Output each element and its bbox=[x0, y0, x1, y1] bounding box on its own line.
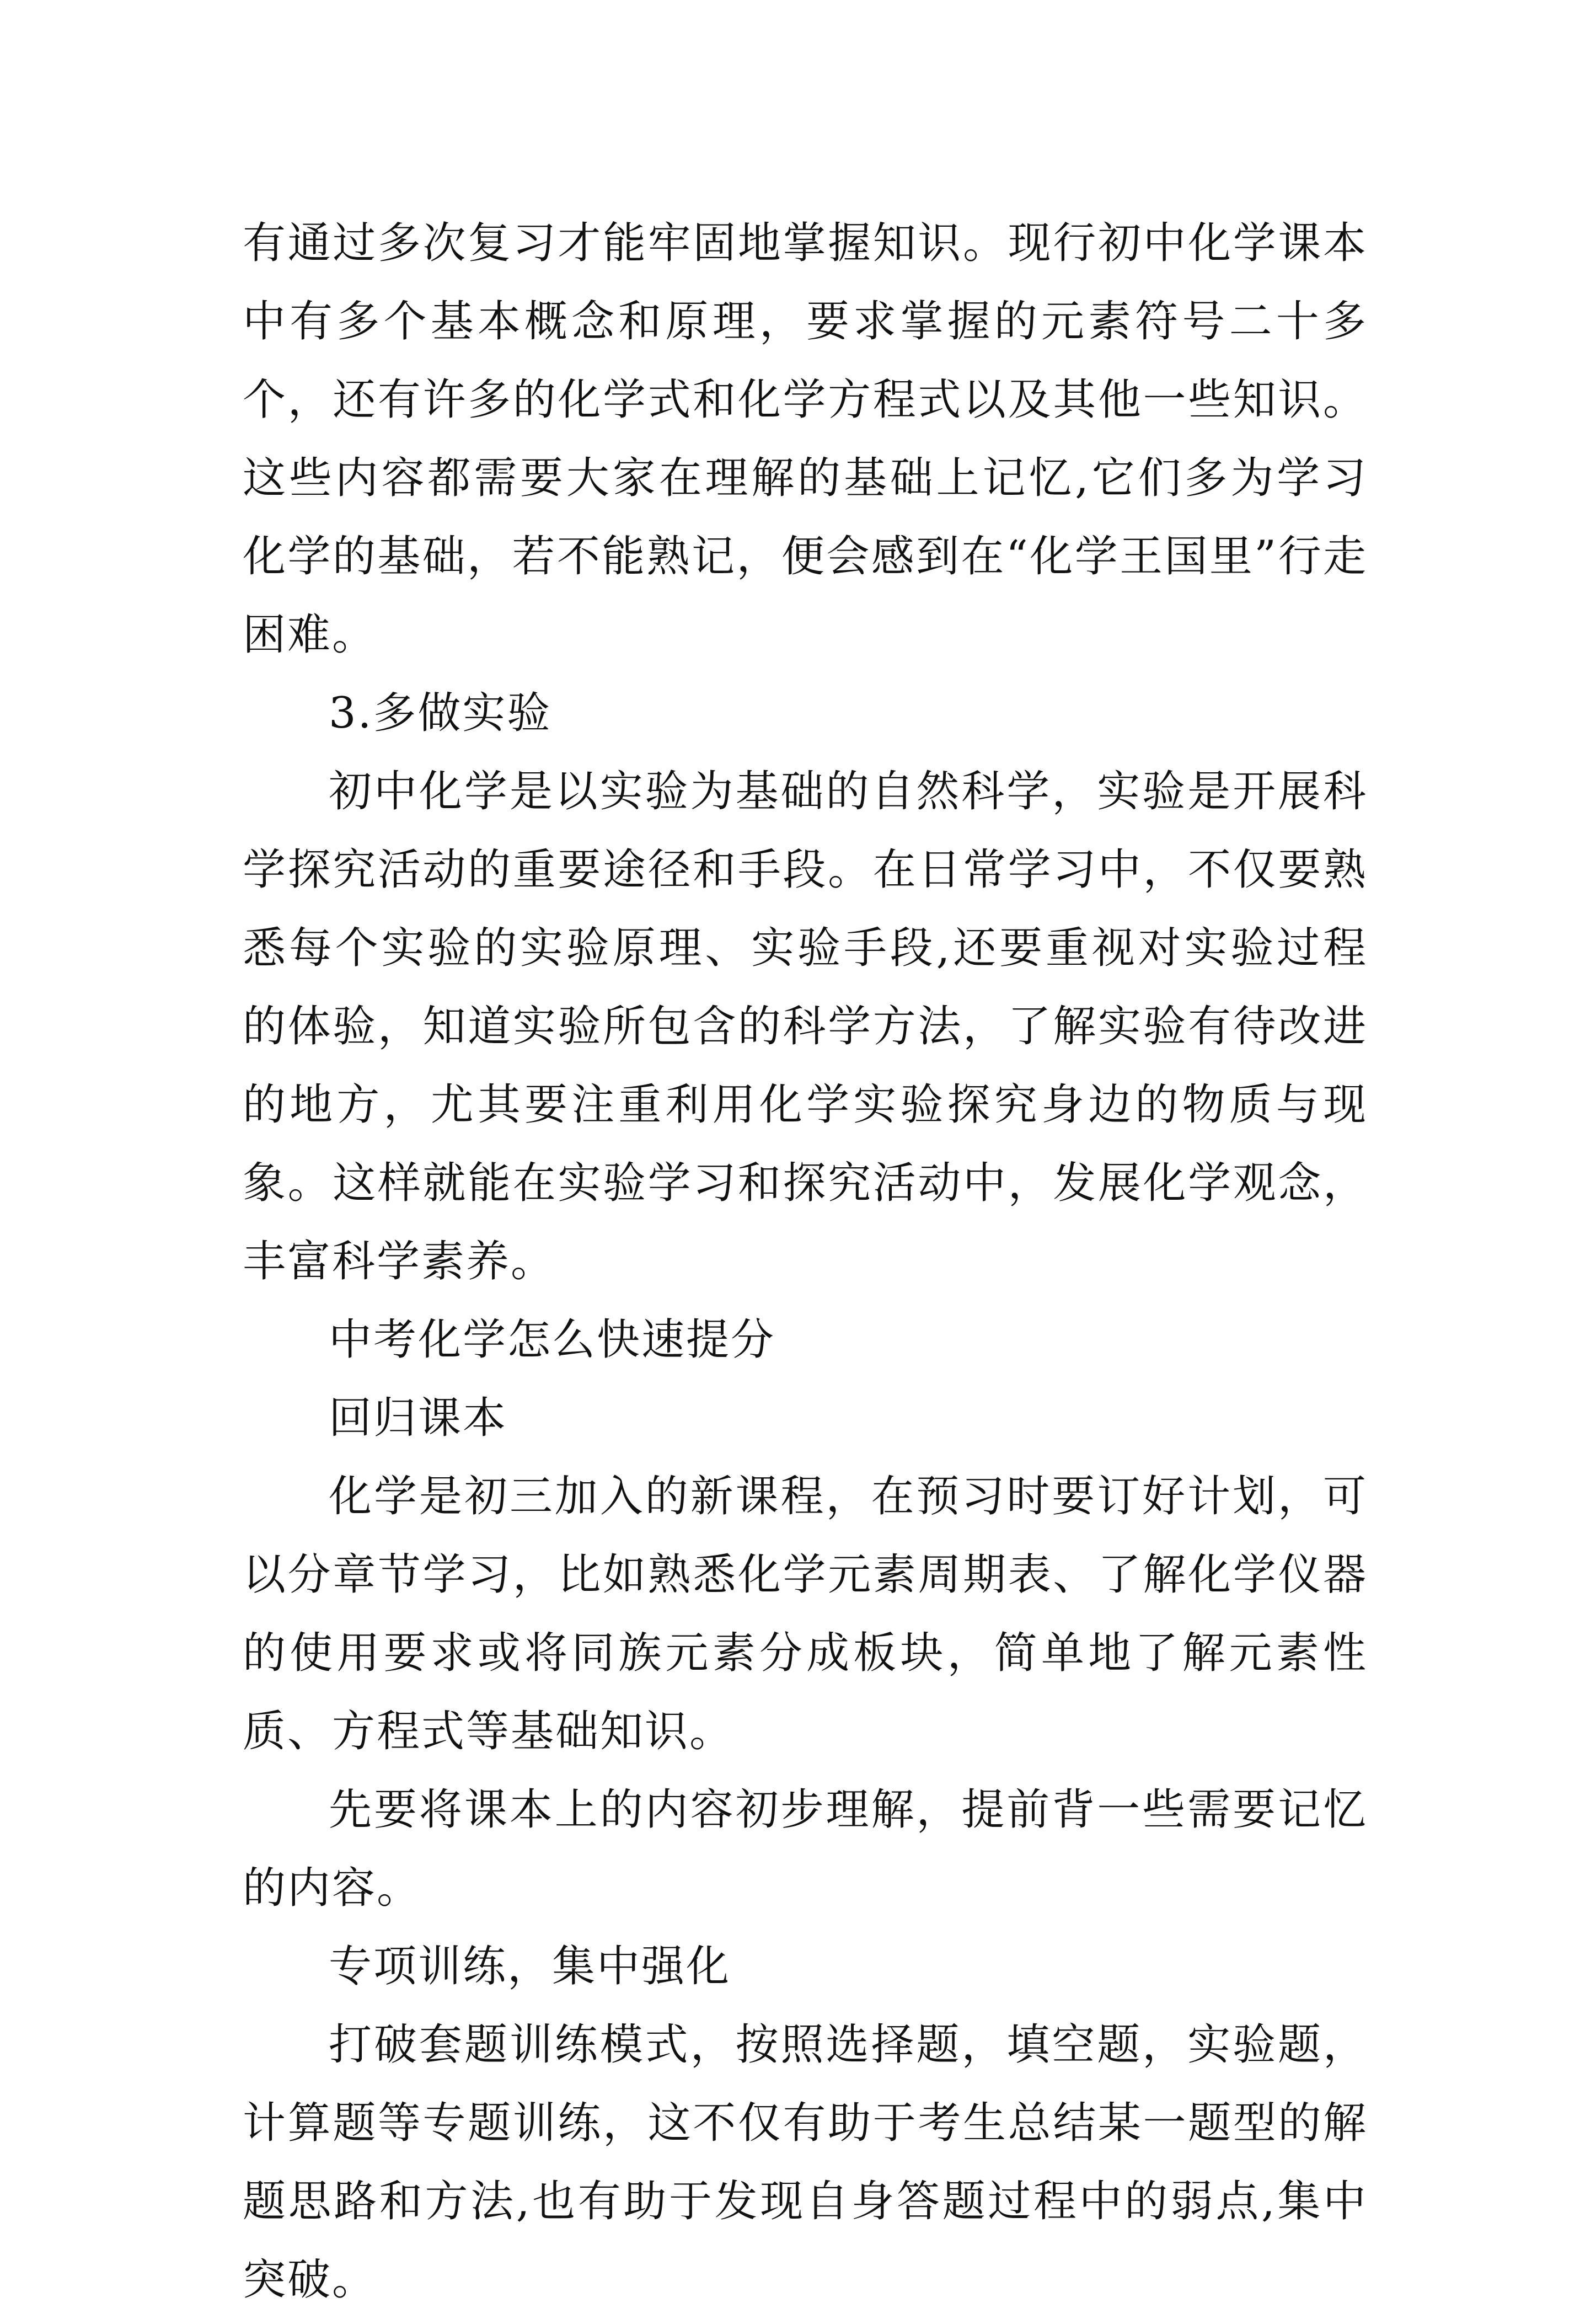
paragraph-experiments: 初中化学是以实验为基础的自然科学，实验是开展科学探究活动的重要途径和手段。在日常学习中，不仅要熟悉每个实验的实验原理、实验手段,还要重视对实验过程的体验，知道实验所包含的科学方法，了解实验有待改进的地方，尤其要注重利用化学实验探究身边的物质与现象。这样就能在实验学习和探究活动中，发展化学观念，丰富科学素养。 bbox=[243, 767, 1368, 1286]
document-body bbox=[243, 204, 1368, 2319]
paragraph-continuation: 有通过多次复习才能牢固地掌握知识。现行初中化学课本中有多个基本概念和原理，要求掌握的元素符号二十多个，还有许多的化学式和化学方程式以及其他一些知识。这些内容都需要大家在理解的基础上记忆,它们多为学习化学的基础，若不能熟记，便会感到在“化学王国里”行走困难。 bbox=[243, 218, 1368, 660]
paragraph-special-training: 打破套题训练模式，按照选择题，填空题，实验题，计算题等专题训练，这不仅有助于考生总结某一题型的解题思路和方法,也有助于发现自身答题过程中的弱点,集中突破。 bbox=[243, 2020, 1368, 2305]
section-heading-quick-improve: 中考化学怎么快速提分 bbox=[329, 1315, 776, 1365]
paragraph-textbook-plan: 化学是初三加入的新课程，在预习时要订好计划，可以分章节学习，比如熟悉化学元素周期表、了解化学仪器的使用要求或将同族元素分成板块，简单地了解元素性质、方程式等基础知识。 bbox=[243, 1472, 1368, 1756]
section-heading-experiments: 3.多做实验 bbox=[329, 688, 552, 738]
paragraph-textbook-memorize: 先要将课本上的内容初步理解，提前背一些需要记忆的内容。 bbox=[243, 1785, 1368, 1913]
section-heading-special-training: 专项训练，集中强化 bbox=[329, 1942, 731, 1991]
section-heading-back-to-textbook: 回归课本 bbox=[329, 1393, 508, 1443]
